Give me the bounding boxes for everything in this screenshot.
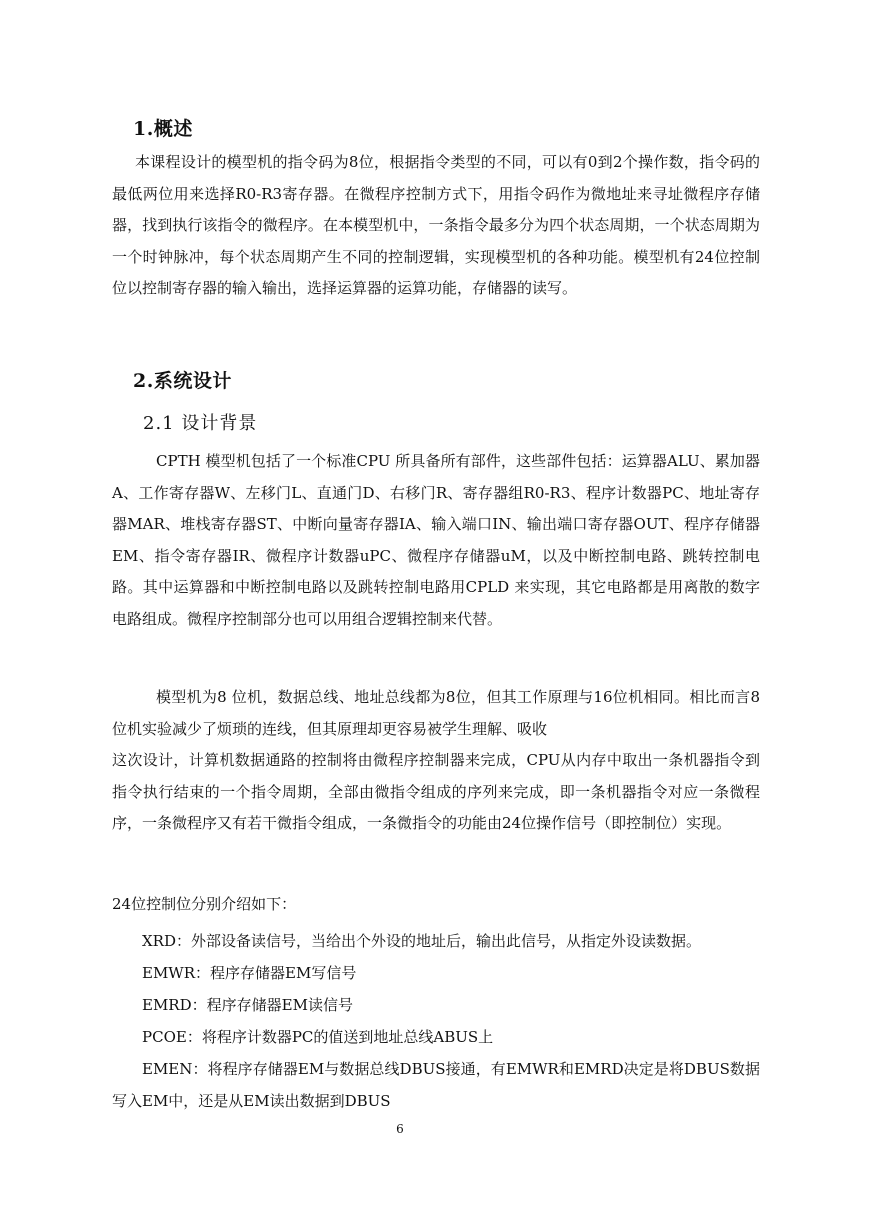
design-background-paragraph-2: 模型机为8 位机，数据总线、地址总线都为8位，但其工作原理与16位机相同。相比而言8 位机实验减少了烦琐的连线，但其原理却更容易被学生理解、吸收 — [112, 688, 760, 738]
control-bits-intro: 24位控制位分别介绍如下： — [112, 895, 297, 913]
control-item-emen: EMEN：将程序存储器EM与数据总线DBUS接通，有EMWR和EMRD决定是将DBUS数据写入EM中，还是从EM读出数据到DBUS — [112, 1060, 760, 1110]
overview-paragraph: 本课程设计的模型机的指令码为8位，根据指令类型的不同，可以有0到2个操作数，指令码的最低两位用来选择R0-R3寄存器。在微程序控制方式下，用指令码作为微地址来寻址微程序存储器，找到执行该指令的微程序。在本模型机中，一条指令最多分为四个状态周期，一个状态周期为一个时钟脉冲，每个状态周期产生不同的控制逻辑，实现模型机的各种功能。模型机有24位控制位以控制寄存器的输入输出，选择运算器的运算功能，存储器的读写。 — [112, 153, 760, 297]
control-item-pcoe: PCOE：将程序计数器PC的值送到地址总线ABUS上 — [142, 1028, 494, 1046]
design-background-paragraph-3: 这次设计，计算机数据通路的控制将由微程序控制器来完成，CPU从内存中取出一条机器指令到指令执行结束的一个指令周期，全部由微指令组成的序列来完成，即一条机器指令对应一条微程序，一条微程序又有若干微指令组成，一条微指令的功能由24位操作信号（即控制位）实现。 — [112, 751, 760, 832]
subsection-heading-design-background: 2.1 设计背景 — [143, 413, 258, 434]
section-heading-overview: 1.概述 — [133, 118, 193, 140]
page-number: 6 — [396, 1122, 404, 1136]
section-heading-system-design: 2.系统设计 — [133, 370, 232, 392]
design-background-paragraph-1: CPTH 模型机包括了一个标准CPU 所具备所有部件，这些部件包括：运算器ALU、累加器A、工作寄存器W、左移门L、直通门D、右移门R、寄存器组R0-R3、程序计数器PC、地址寄存器MAR、堆栈寄存器ST、中断向量寄存器IA、输入端口IN、输出端口寄存器OUT、程序存储器EM、指令寄存器IR、微程序计数器uPC、微程序存储器uM，以及中断控制电路、跳转控制电路。其中运算器和中断控制电路以及跳转控制电路用CPLD 来实现，其它电路都是用离散的数字电路组成。微程序控制部分也可以用组合逻辑控制来代替。 — [112, 452, 760, 628]
control-item-emwr: EMWR：程序存储器EM写信号 — [142, 964, 357, 982]
control-item-emrd: EMRD：程序存储器EM读信号 — [142, 996, 353, 1014]
control-item-xrd: XRD：外部设备读信号，当给出个外设的地址后，输出此信号，从指定外设读数据。 — [142, 932, 702, 950]
